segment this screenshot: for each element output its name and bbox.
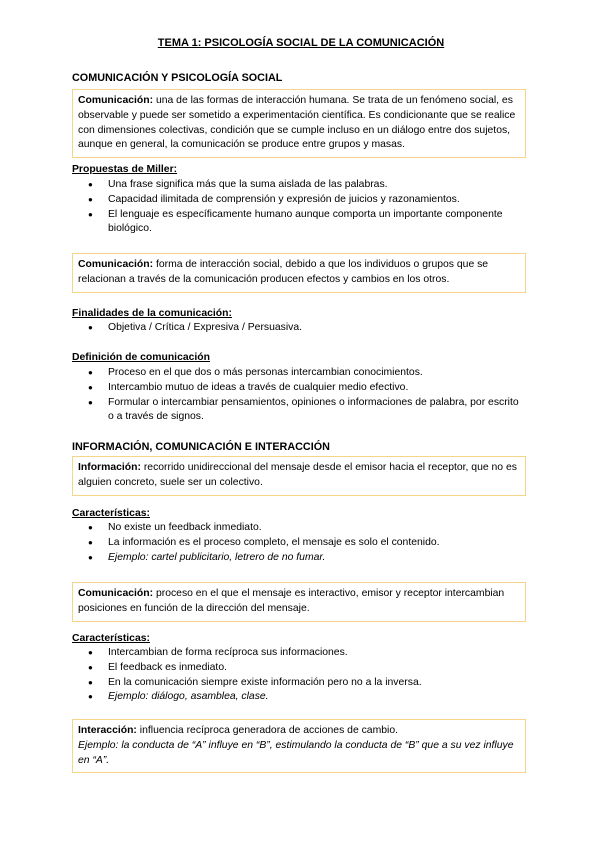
caracteristicas-list-2 [72, 646, 522, 705]
list-item: ● Intercambian de forma recíproca sus informaciones. [72, 646, 522, 661]
list-item: ● Intercambio mutuo de ideas a través de cualquier medio efectivo. [72, 381, 522, 396]
subheading-caracteristicas-1: Características: [72, 508, 150, 519]
definition-box-comunicacion-1 [72, 89, 526, 158]
miller-list [72, 178, 522, 237]
finalidades-list [72, 321, 522, 336]
section-heading-comunicacion: COMUNICACIÓN Y PSICOLOGÍA SOCIAL [72, 72, 283, 84]
term-label: Información: [78, 462, 141, 473]
term-label: Comunicación: [78, 259, 154, 270]
term-label: Comunicación: [78, 588, 154, 599]
definition-box-informacion [72, 456, 526, 496]
definition-text: recorrido unidireccional del mensaje desde el emisor hacia el receptor, que no es alguien concreto, suele ser un colectivo. [78, 462, 517, 488]
example-text: Ejemplo: la conducta de “A” influye en “B”, estimulando la conducta de “B” que a su vez influye en “A”. [78, 739, 514, 766]
list-item: ● Proceso en el que dos o más personas intercambian conocimientos. [72, 366, 522, 381]
subheading-definicion: Definición de comunicación [72, 352, 210, 363]
list-item: ● No existe un feedback inmediato. [72, 521, 522, 536]
definition-text: una de las formas de interacción humana. Se trata de un fenómeno social, es observable y puede ser sometido a experimentación científica. Es condicionante que se realice con dimensiones colectivas, condición que se cumple incluso en un diálogo entre dos sujetos, aunque en general, la comunicación se produce entre grupos y masas. [78, 95, 516, 151]
definition-box-interaccion [72, 719, 526, 773]
document-title: TEMA 1: PSICOLOGÍA SOCIAL DE LA COMUNICACIÓN [157, 37, 445, 49]
term-label: Interacción: [78, 725, 137, 736]
caracteristicas-list-1 [72, 521, 522, 565]
subheading-miller: Propuestas de Miller: [72, 164, 178, 175]
definition-box-comunicacion-3 [72, 582, 526, 622]
definition-text: forma de interacción social, debido a que los individuos o grupos que se relacionan a través de la comunicación producen efectos y cambios en los otros. [78, 259, 489, 285]
definition-text: proceso en el que el mensaje es interactivo, emisor y receptor intercambian posiciones en función de la dirección del mensaje. [78, 588, 505, 614]
subheading-caracteristicas-2: Características: [72, 633, 150, 644]
list-item: ● El feedback es inmediato. [72, 661, 522, 676]
definicion-list [72, 366, 522, 425]
section-heading-informacion: INFORMACIÓN, COMUNICACIÓN E INTERACCIÓN [72, 441, 330, 453]
list-item: ● La información es el proceso completo, el mensaje es solo el contenido. [72, 536, 522, 551]
term-label: Comunicación: [78, 95, 154, 106]
list-item: ● Formular o intercambiar pensamientos, opiniones o informaciones de palabra, por escrito o a través de signos. [72, 396, 522, 426]
definition-box-comunicacion-2 [72, 253, 526, 293]
list-item: ● El lenguaje es específicamente humano aunque comporta un importante componente biológico. [72, 208, 522, 238]
example-item: ● Ejemplo: cartel publicitario, letrero de no fumar. [72, 551, 522, 566]
definition-text: influencia recíproca generadora de acciones de cambio. [136, 725, 398, 736]
list-item: ● Capacidad ilimitada de comprensión y expresión de juicios y razonamientos. [72, 193, 522, 208]
example-item: ● Ejemplo: diálogo, asamblea, clase. [72, 690, 522, 705]
list-item: ● En la comunicación siempre existe información pero no a la inversa. [72, 676, 522, 691]
subheading-finalidades: Finalidades de la comunicación: [72, 308, 232, 319]
list-item: ● Objetiva / Crítica / Expresiva / Persuasiva. [72, 321, 522, 336]
list-item: ● Una frase significa más que la suma aislada de las palabras. [72, 178, 522, 193]
